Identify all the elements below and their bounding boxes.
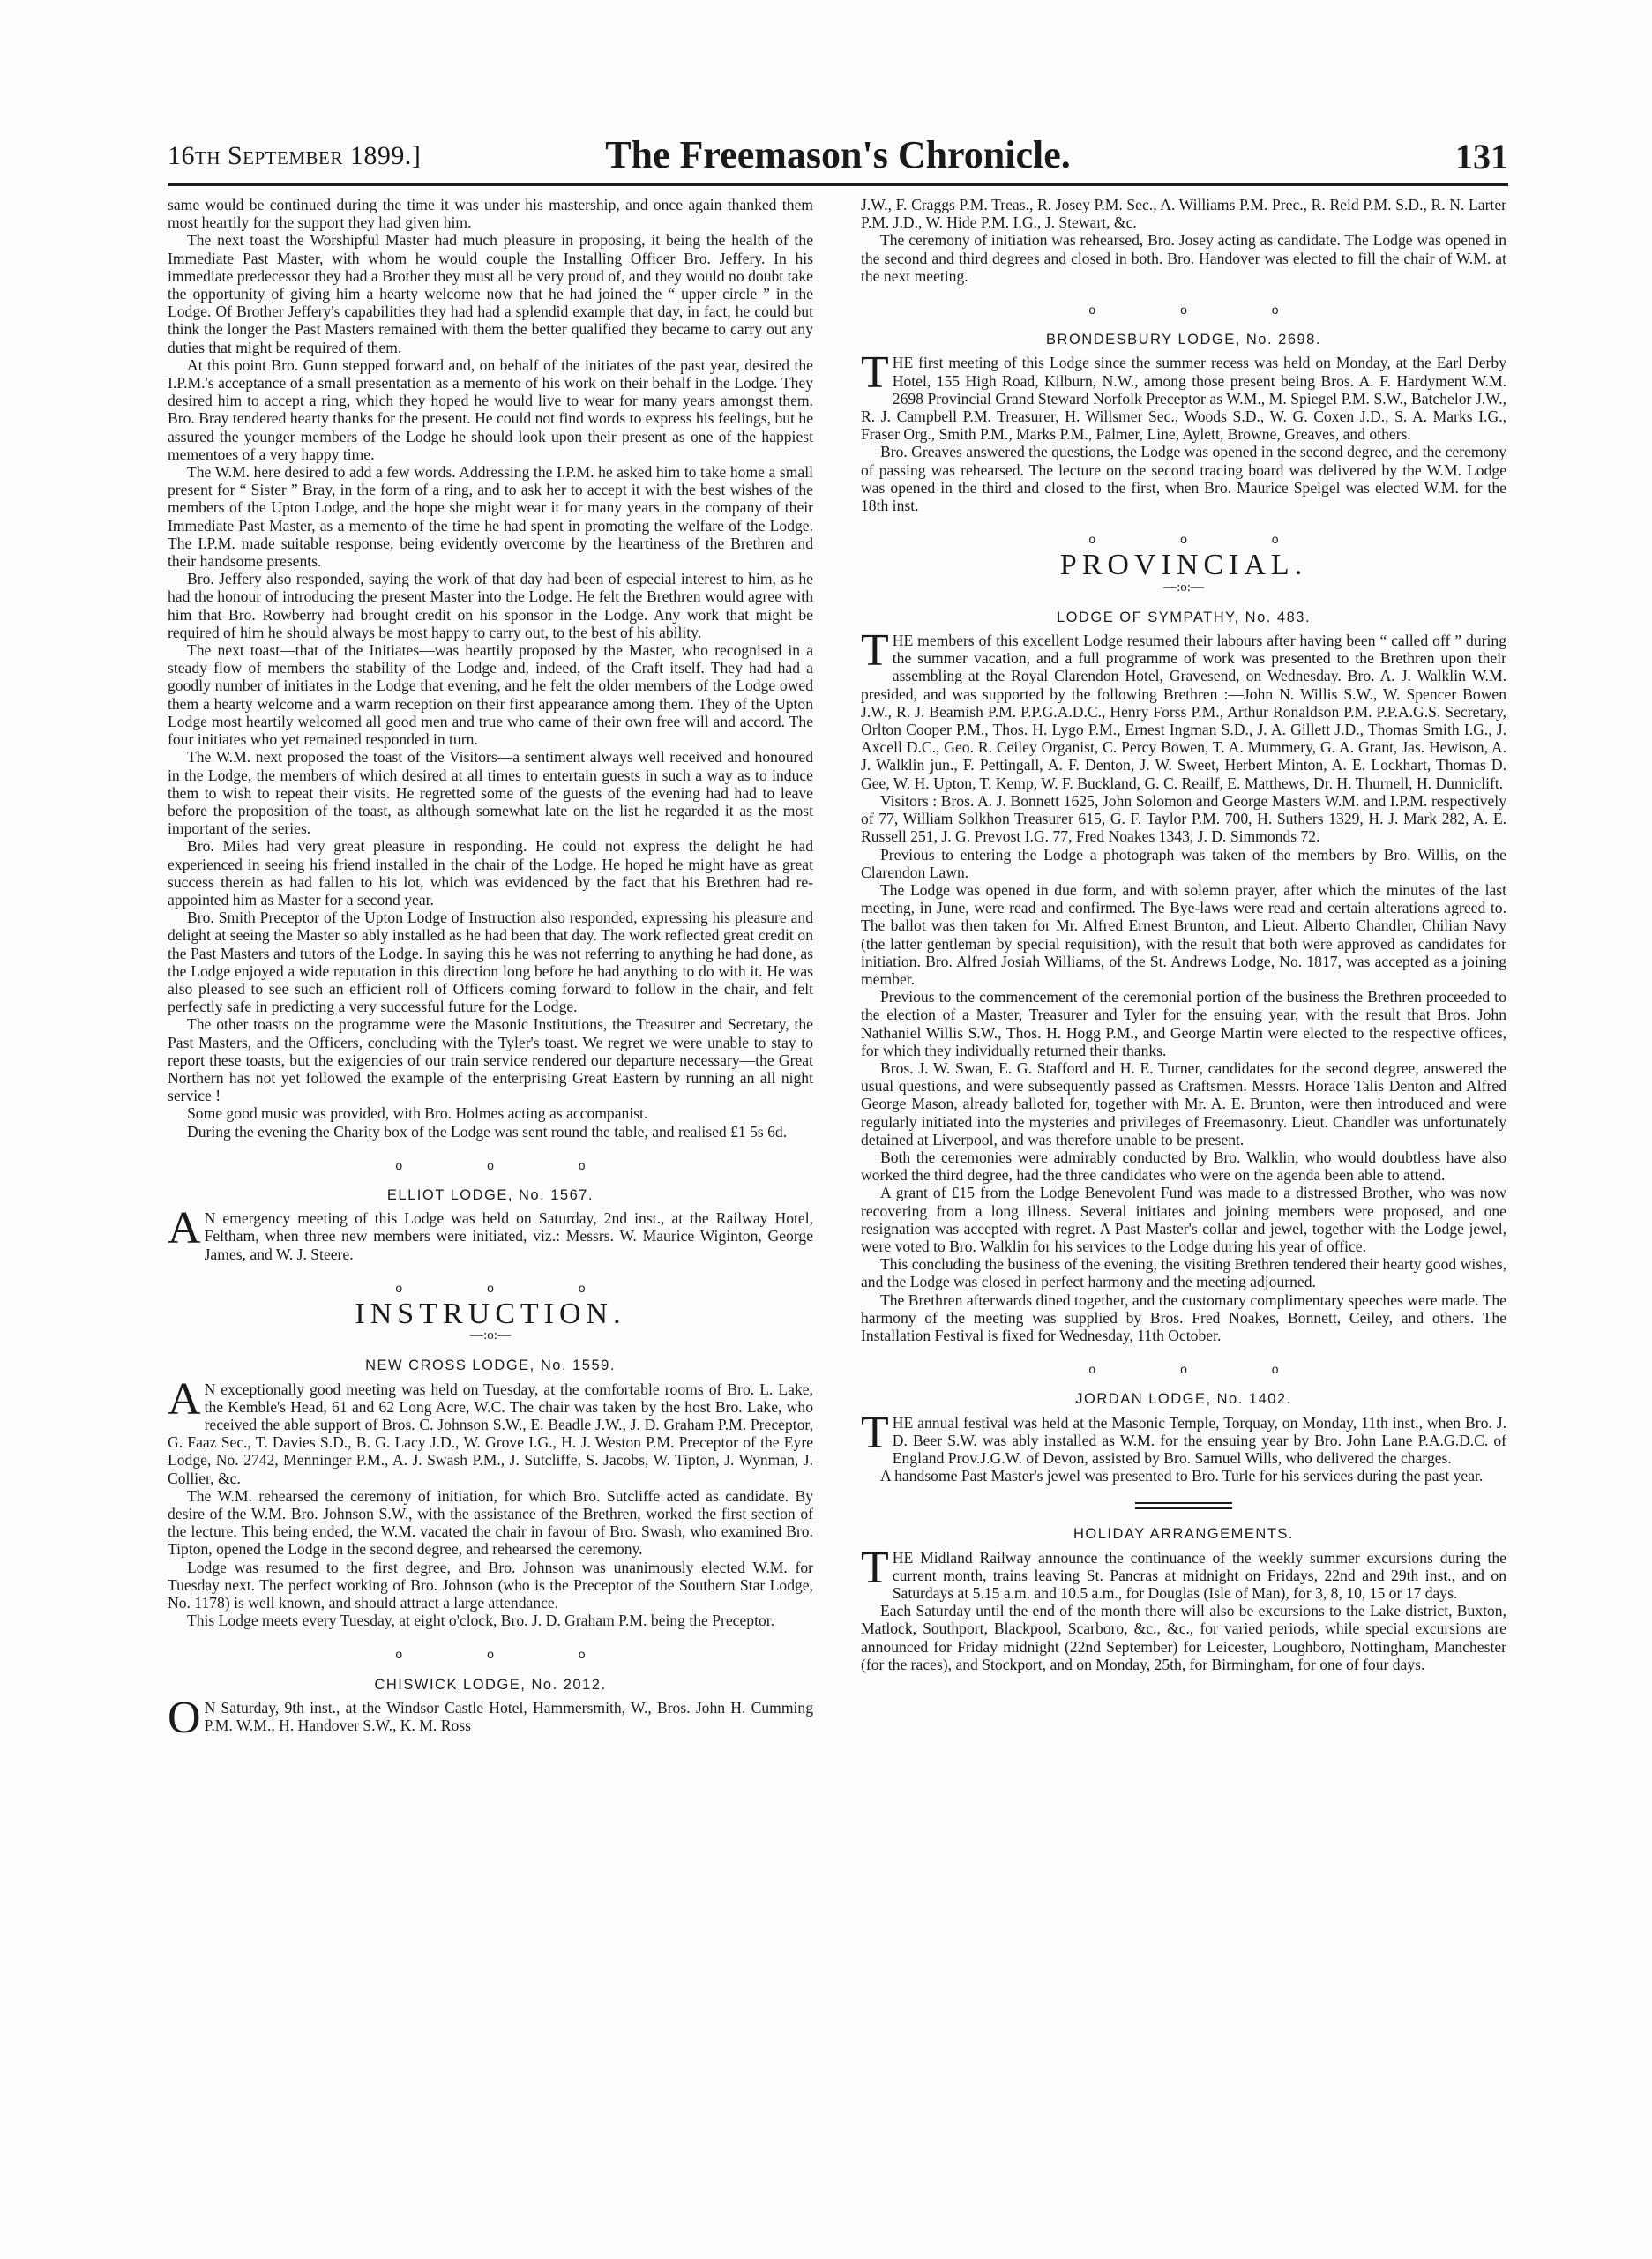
- paragraph: J.W., F. Craggs P.M. Treas., R. Josey P.M. Sec., A. Williams P.M. Prec., R. Reid P.M. S.D., R. N. Larter P.M. J.D., W. Hide P.M. I.G., J. Stewart, &c.: [861, 196, 1506, 232]
- lodge-heading-brondesbury: BRONDESBURY LODGE, No. 2698.: [1046, 332, 1321, 348]
- lodge-heading-elliot: ELLIOT LODGE, No. 1567.: [386, 1186, 594, 1203]
- paragraph: At this point Bro. Gunn stepped forward and, on behalf of the initiates of the past year, desired the I.P.M.'s acceptance of a small presentation as a memento of his work on their behalf in the Lodge. They desired him to accept a ring, which they hoped he would live to wear for many years amongst them. Bro. Bray tendered hearty thanks for the present. He could not find words to express his feelings, but he assured the younger members of the Lodge he should look upon their present as one of the happiest mementoes of a very happy time.: [168, 355, 813, 463]
- paragraph: The other toasts on the programme were the Masonic Institutions, the Treasurer and Secretary, the Past Masters, and the Officers, concluding with the Tyler's toast. We regret we were unable to stay to report these toasts, but the exigencies of our train service rendered our departure necessary—the Great Northern has not yet followed the example of the enterprising Great Eastern by running an all night service !: [168, 1015, 813, 1105]
- paragraph: Some good music was provided, with Bro. Holmes acting as accompanist.: [187, 1104, 648, 1123]
- paragraph: The W.M. here desired to add a few words. Addressing the I.P.M. he asked him to take home a small present for “ Sister ” Bray, in the form of a ring, and to ask her to accept it with the best wishes of the members of the Upton Lodge, and the hope she might wear it for many years in the company of their Immediate Past Master, as a memento of the time he had spent in promoting the welfare of the Lodge. The I.P.M. made suitable response, being evidently overcome by the heartiness of the Brethren and their handsome presents.: [168, 463, 813, 571]
- section-ornament: o o o: [1088, 532, 1319, 547]
- section-ornament: o o o: [395, 1280, 626, 1295]
- paragraph: The ceremony of initiation was rehearsed, Bro. Josey acting as candidate. The Lodge was opened in the second and third degrees and closed in both. Bro. Handover was elected to fill the chair of W.M. at the next meeting.: [861, 231, 1506, 285]
- left-column: [168, 196, 813, 1743]
- paragraph: Lodge was resumed to the first degree, and Bro. Johnson was unanimously elected W.M. for Tuesday next. The perfect working of Bro. Johnson (who is the Preceptor of the Southern Star Lodge, No. 1178) is well known, and should attract a large attendance.: [168, 1558, 813, 1612]
- lodge-heading-chiswick: CHISWICK LODGE, No. 2012.: [374, 1676, 607, 1693]
- paragraph: THE annual festival was held at the Masonic Temple, Torquay, on Monday, 11th inst., when Bro. J. D. Beer S.W. was ably installed as W.M. for the ensuing year by Bro. John Lane P.A.G.D.C. of England Prov.J.G.W. of Devon, assisted by Bro. Samuel Wills, who delivered the charges.: [861, 1407, 1506, 1467]
- section-ornament: o o o: [395, 1157, 626, 1172]
- paragraph: Bro. Greaves answered the questions, the Lodge was opened in the second degree, and the ceremony of passing was rehearsed. The lecture on the second tracing board was delivered by the W.M. Lodge was opened in the third and closed to the first, when Bro. Maurice Speigel was elected W.M. for the 18th inst.: [861, 443, 1506, 515]
- lodge-heading-sympathy: LODGE OF SYMPATHY, No. 483.: [1056, 609, 1312, 625]
- masthead-title: The Freemason's Chronicle.: [605, 133, 1071, 176]
- header-rule: [168, 183, 1508, 186]
- section-ornament: o o o: [1088, 303, 1319, 318]
- paragraph: The next toast the Worshipful Master had much pleasure in proposing, it being the health of the Immediate Past Master, with whom he would couple the Installing Officer Bro. Jeffery. In his immediate predecessor they had a Brother they must all be very proud of, and they would no doubt take the opportunity of giving him a hearty welcome now that he had joined the “ upper circle ” in the Lodge. Of Brother Jeffery's capabilities they had had a splendid example that day, in fact, he could but think the longer the Past Masters remained with them the better qualified they became to carry out any duties that might be required of them.: [168, 231, 813, 356]
- heading-holiday-arrangements: HOLIDAY ARRANGEMENTS.: [1073, 1526, 1295, 1543]
- section-divider: —:o:—: [470, 1328, 511, 1343]
- section-ornament: o o o: [395, 1647, 626, 1662]
- paragraph: Each Saturday until the end of the month there will also be excursions to the Lake district, Buxton, Matlock, Southport, Blackpool, Scarboro, &c., &c., for varied periods, while special excursions are announced for Friday midnight (22nd September) for Leicester, Loughboro, Nottingham, Manchester (for the races), and Stockport, and on Monday, 25th, for Birmingham, for one of four days.: [861, 1602, 1506, 1673]
- section-heading-instruction: INSTRUCTION.: [355, 1297, 626, 1330]
- paragraph: THE members of this excellent Lodge resumed their labours after having been “ called off ” during the summer vacation, and a full programme of work was presented to the Brethren upon their assembling at the Royal Clarendon Hotel, Gravesend, on Wednesday. Bro. A. J. Walklin W.M. presided, and was supported by the following Brethren :—John N. Willis S.W., W. Spencer Bowen J.W., R. J. Beamish P.M. P.P.G.A.D.C., Henry Forss P.M., Arthur Ronaldson P.M. P.P.A.G.S. Secretary, Orlton Cooper P.M., Thos. H. Lygo P.M., Ernest Ingman S.D., J. A. Gillett J.D., Thomas Smith I.G., J. Axcell D.C., Geo. R. Ceiley Organist, C. Percy Bowen, T. A. Mummery, G. A. Grant, Jas. Hewison, A. J. Walklin jun., F. Pettingall, A. F. Denton, J. W. Sweet, Herbert Minton, A. E. Lockhart, Thomas D. Gee, W. H. Upton, T. Kemp, W. F. Buckland, G. C. Reailf, E. Matthews, Dr. H. Thurnell, H. Dunniclift.: [861, 625, 1506, 792]
- paragraph: Both the ceremonies were admirably conducted by Bro. Walklin, who would doubtless have also worked the third degree, had the three candidates who were on the agenda been able to attend.: [861, 1148, 1506, 1185]
- paragraph: This Lodge meets every Tuesday, at eight o'clock, Bro. J. D. Graham P.M. being the Preceptor.: [187, 1612, 775, 1630]
- issue-date: 16th September 1899.]: [168, 141, 422, 170]
- right-column: [861, 196, 1506, 1673]
- section-divider: —:o:—: [1163, 580, 1204, 595]
- paragraph: The W.M. next proposed the toast of the Visitors—a sentiment always well received and honoured in the Lodge, the members of which desired at all times to entertain guests in such a way as to induce them to wish to repeat their visits. He regretted some of the guests of the evening had had to leave before the proposition of the toast, as although somewhat late on the list he regarded it as the most important of the series.: [168, 748, 813, 838]
- paragraph: The next toast—that of the Initiates—was heartily proposed by the Master, who recognised in a steady flow of members the stability of the Lodge and, indeed, of the Craft itself. They had had a goodly number of initiates in the Lodge that evening, and he felt the older members of the Lodge owed them a hearty welcome and a warm reception on their first appearance among them. They of the Upton Lodge most heartily welcomed all good men and true who came of their own free will and accord. The four initiates who yet remained responded in turn.: [168, 641, 813, 749]
- paragraph: During the evening the Charity box of the Lodge was sent round the table, and realised £1 5s 6d.: [187, 1122, 788, 1141]
- paragraph: Bro. Jeffery also responded, saying the work of that day had been of especial interest to him, as he had the honour of introducing the present Master into the Lodge. He felt the Brethren would agree with him that Bro. Rowberry had brought credit on his sponsor in the Lodge. Any work that might be required of him he should always be most happy to carry out, to the best of his ability.: [168, 570, 813, 641]
- paragraph: THE first meeting of this Lodge since the summer recess was held on Monday, at the Earl Derby Hotel, 155 High Road, Kilburn, N.W., among those present being Bros. A. F. Hardyment W.M. 2698 Provincial Grand Steward Norfolk Preceptor as W.M., M. Spiegel P.M. S.W., Batchelor J.W., R. J. Campbell P.M. Treasurer, H. Willsmer Sec., Woods S.D., W. G. Coxen J.D., S. A. Marks I.G., Fraser Org., Smith P.M., Marks P.M., Palmer, Line, Aylett, Browne, Greaves, and others.: [861, 348, 1506, 444]
- paragraph: The Brethren afterwards dined together, and the customary complimentary speeches were made. The harmony of the meeting was supplied by Bros. Fred Noakes, Bonnett, Ceiley, and others. The Installation Festival is fixed for Wednesday, 11th October.: [861, 1290, 1506, 1344]
- paragraph: This concluding the business of the evening, the visiting Brethren tendered their hearty good wishes, and the Lodge was closed in perfect harmony and the meeting adjourned.: [861, 1255, 1506, 1291]
- paragraph: A handsome Past Master's jewel was presented to Bro. Turle for his services during the past year.: [880, 1467, 1484, 1485]
- lodge-heading-jordan: JORDAN LODGE, No. 1402.: [1075, 1391, 1292, 1408]
- paragraph: ON Saturday, 9th inst., at the Windsor Castle Hotel, Hammersmith, W., Bros. John H. Cumming P.M. W.M., H. Handover S.W., K. M. Ross: [168, 1692, 813, 1743]
- page-header: [168, 132, 1508, 180]
- lodge-heading-new-cross: NEW CROSS LODGE, No. 1559.: [365, 1358, 616, 1374]
- double-rule-divider: [1135, 1502, 1232, 1509]
- paragraph: Bro. Smith Preceptor of the Upton Lodge of Instruction also responded, expressing his pleasure and delight at seeing the Master so ably installed as he had been that day. The work reflected great credit on the Past Masters and tutors of the Lodge. In saying this he was not referring to anything he had done, as the Lodge enjoyed a wide reputation in this direction long before he had anything to do with it. He was also pleased to see such an efficient roll of Officers coming forward to follow in the chair, and felt perfectly safe in predicting a very successful future for the Lodge.: [168, 909, 813, 1016]
- page-number: 131: [1455, 137, 1508, 176]
- paragraph: Visitors : Bros. A. J. Bonnett 1625, John Solomon and George Masters W.M. and I.P.M. respectively of 77, William Solkhon Treasurer 615, G. F. Taylor P.M. 700, H. Suthers 1329, H. J. Mark 282, A. E. Russell 251, J. G. Prevost I.G. 77, Fred Noakes 1343, J. D. Simmonds 72.: [861, 791, 1506, 846]
- section-ornament: o o o: [1088, 1362, 1319, 1377]
- paragraph: Previous to entering the Lodge a photograph was taken of the members by Bro. Willis, on the Clarendon Lawn.: [861, 845, 1506, 881]
- paragraph: Bro. Miles had very great pleasure in responding. He could not express the delight he had experienced in seeing his friend installed in the chair of the Lodge. He hoped he might have as great success therein as had fallen to his lot, which was evidenced by the fact that his Brethren had re-appointed him as Master for a second year.: [168, 837, 813, 909]
- paragraph: THE Midland Railway announce the continuance of the weekly summer excursions during the current month, trains leaving St. Pancras at midnight on Fridays, 22nd and 29th inst., and on Saturdays at 5.15 a.m. and 10.5 a.m., for Douglas (Isle of Man), for 3, 8, 10, 15 or 17 days.: [861, 1542, 1506, 1603]
- paragraph: Previous to the commencement of the ceremonial portion of the business the Brethren proceeded to the election of a Master, Treasurer and Tyler for the ensuing year, with the result that Bros. John Nathaniel Willis S.W., Thos. H. Hogg P.M., and George Martin were elected to the respective offices, for which they individually returned their thanks.: [861, 988, 1506, 1059]
- paragraph: The Lodge was opened in due form, and with solemn prayer, after which the minutes of the last meeting, in June, were read and confirmed. The Bye-laws were read and certain alterations agreed to. The ballot was then taken for Mr. Alfred Ernest Brunton, and Lieut. Alberto Chandler, Chilian Navy (the latter gentleman by special requisition), with the result that both were approved as candidates for initiation. Bro. Alfred Josiah Williams, of the St. Andrews Lodge, No. 1817, was accepted as a joining member.: [861, 880, 1506, 988]
- paragraph: Bros. J. W. Swan, E. G. Stafford and H. E. Turner, candidates for the second degree, answered the usual questions, and were subsequently passed as Craftsmen. Messrs. Horace Talis Denton and Alfred George Mason, already balloted for, together with Mr. A. E. Brunton, were then introduced and were regularly initiated into the mysteries and privileges of Freemasonry. Lieut. Chandler was unfortunately detained at Liverpool, and was therefore unable to be present.: [861, 1058, 1506, 1148]
- paragraph: AN emergency meeting of this Lodge was held on Saturday, 2nd inst., at the Railway Hotel, Feltham, when three new members were initiated, viz.: Messrs. W. Maurice Wiginton, George James, and W. J. Steere.: [168, 1203, 813, 1263]
- paragraph: AN exceptionally good meeting was held on Tuesday, at the comfortable rooms of Bro. L. Lake, the Kemble's Head, 61 and 62 Long Acre, W.C. The chair was taken by the host Bro. Lake, who received the able support of Bros. C. Johnson S.W., E. Beadle J.W., J. D. Graham P.M. Preceptor, G. Faaz Sec., T. Davies S.D., B. G. Lacy J.D., W. Grove I.G., H. J. Weston P.M. Preceptor of the Eyre Lodge, No. 2742, Menninger P.M., A. J. Swash P.M., J. Sutcliffe, S. Jacobs, W. Tipton, J. Wynman, J. Collier, &c.: [168, 1373, 813, 1487]
- paragraph: same would be continued during the time it was under his mastership, and once again thanked them most heartily for the support they had given him.: [168, 196, 813, 232]
- paragraph: The W.M. rehearsed the ceremony of initiation, for which Bro. Sutcliffe acted as candidate. By desire of the W.M. Bro. Johnson S.W., with the assistance of the Brethren, worked the first section of the lecture. This being ended, the W.M. vacated the chair in favour of Bro. Swash, who examined Bro. Tipton, opened the Lodge in the second degree, and rehearsed the ceremony.: [168, 1486, 813, 1559]
- paragraph: A grant of £15 from the Lodge Benevolent Fund was made to a distressed Brother, who was now recovering from a long illness. Several initiates and joining members were proposed, and one resignation was accepted with regret. A Past Master's collar and jewel, together with the Lodge jewel, were voted to Bro. Walklin for his services to the Lodge during his year of office.: [861, 1184, 1506, 1255]
- section-heading-provincial: PROVINCIAL.: [1059, 549, 1308, 582]
